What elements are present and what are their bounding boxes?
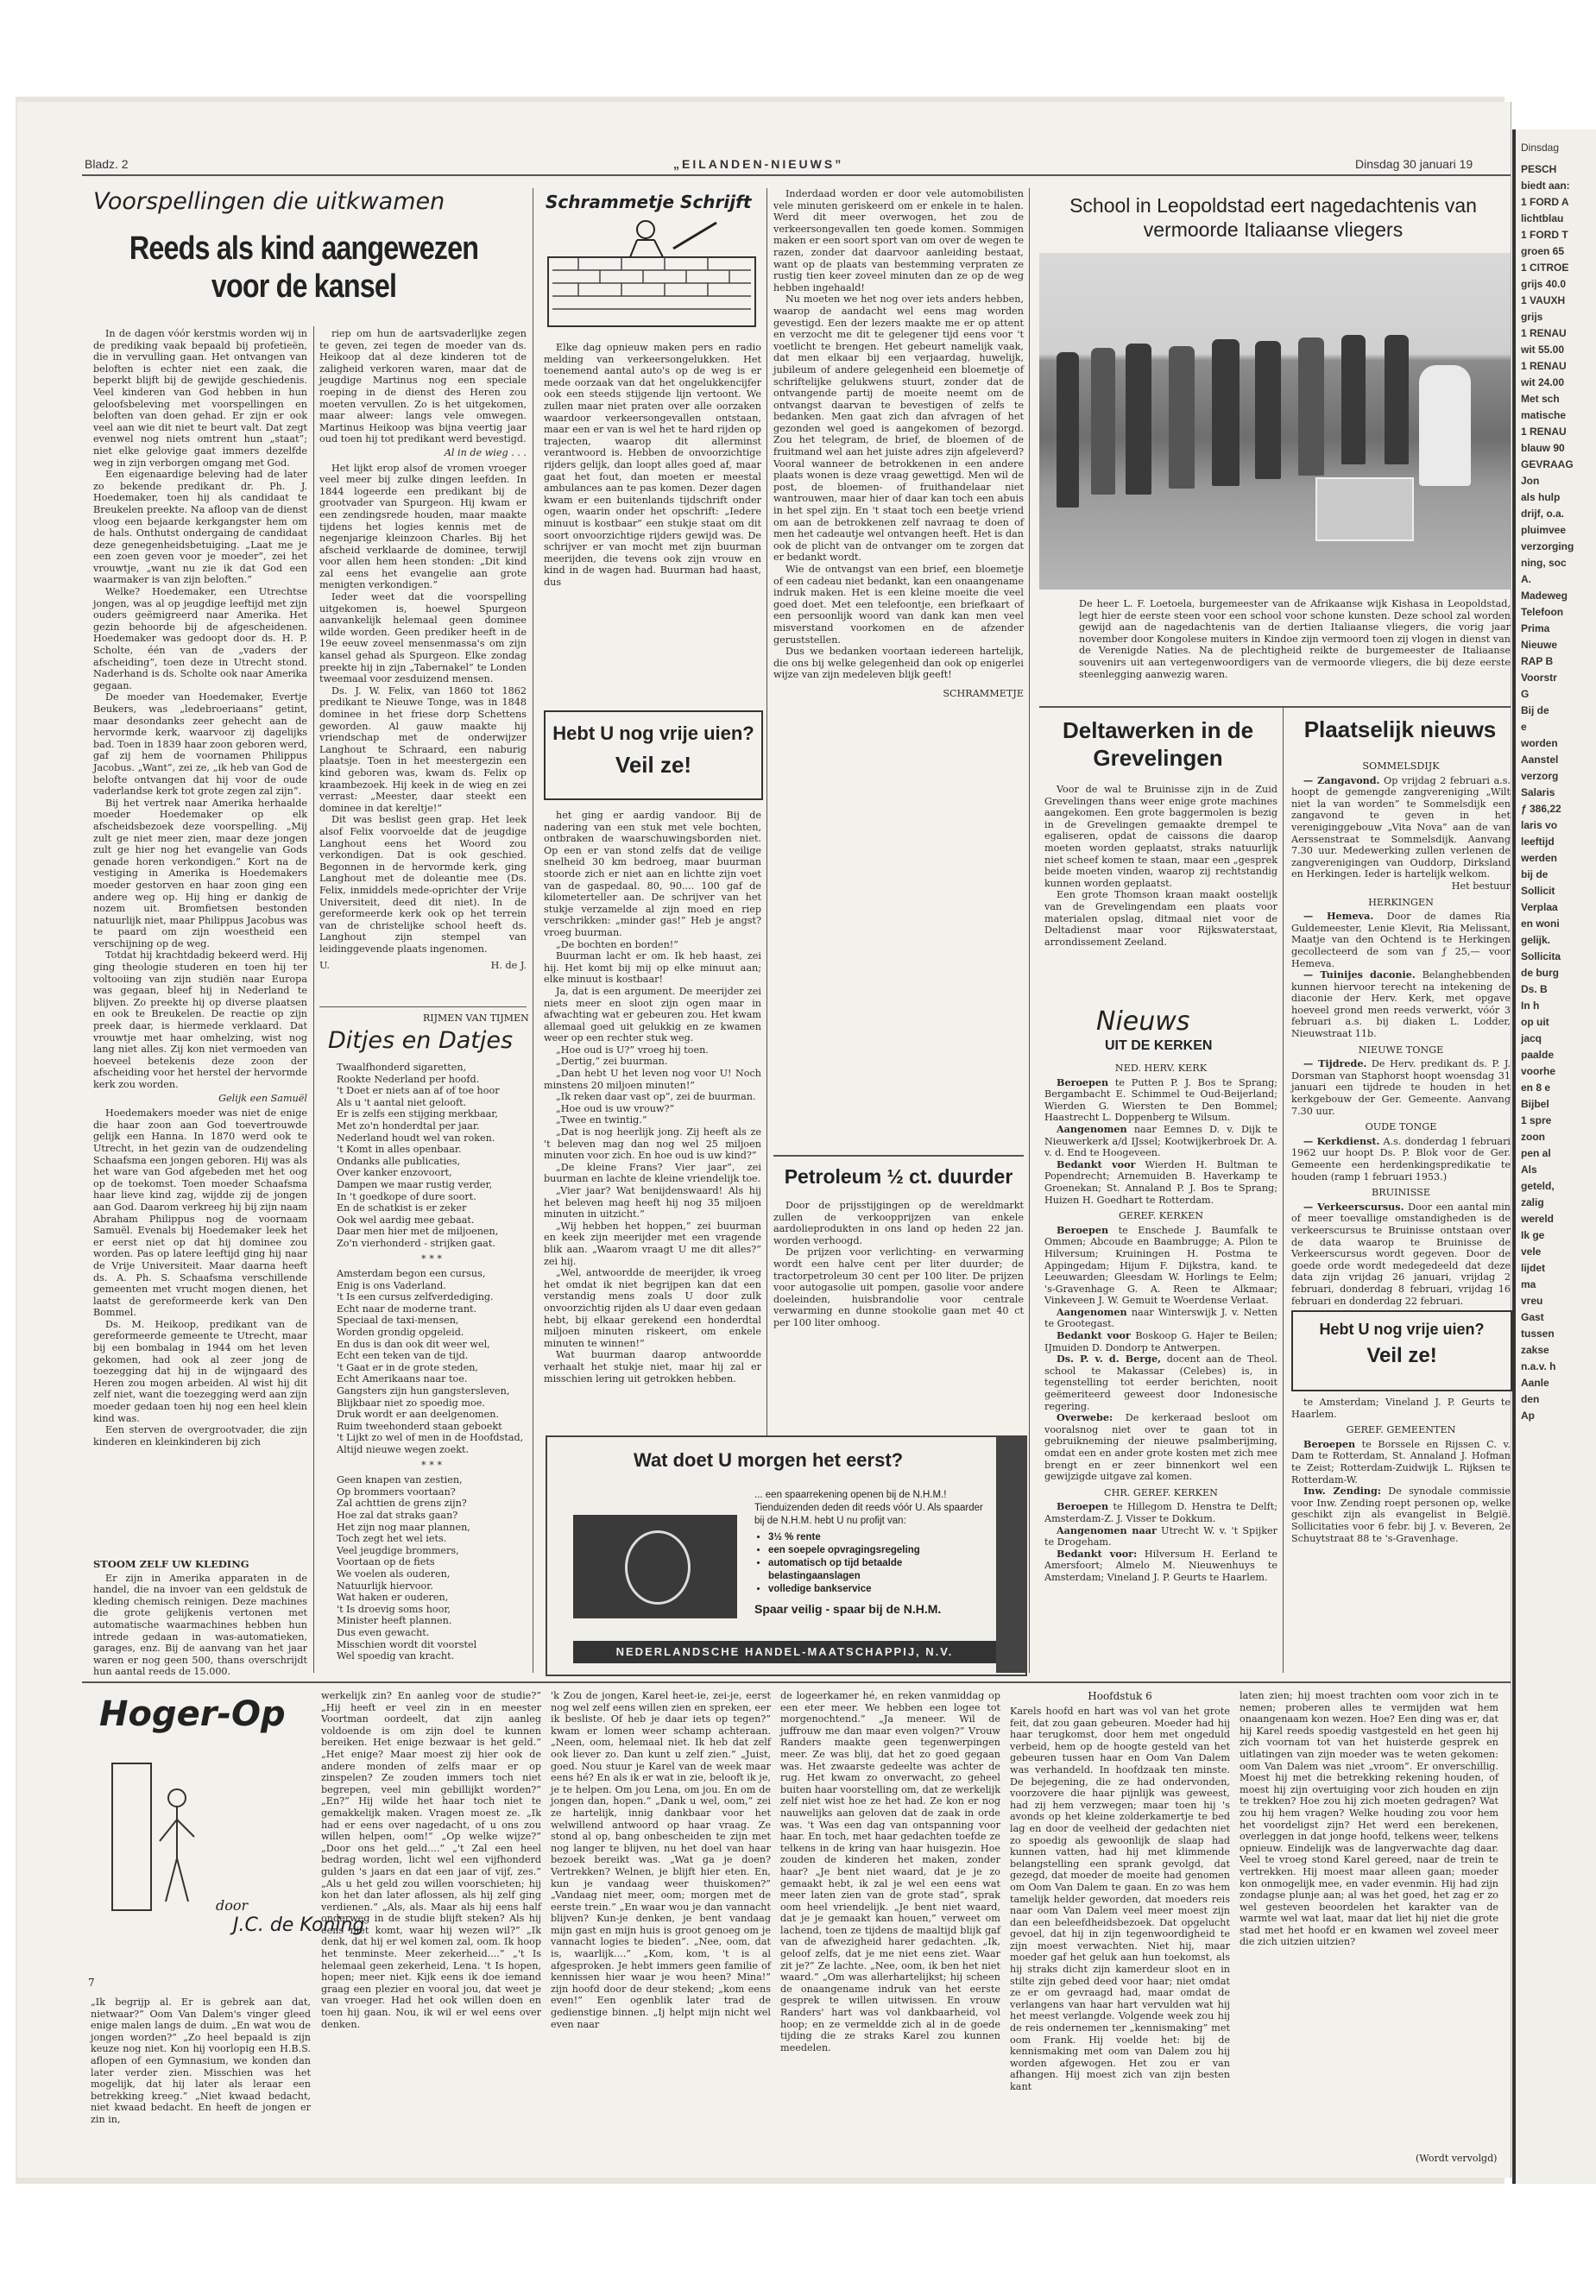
article1-paragraph: riep om hun de aartsvaderlijke zegen te geven, zei tegen de moeder van ds. Heikoop dat al deze kinderen tot de zaligheid verkoren waren, maar dat de jeugdige Martinus nog een speciale roeping in de dienst des Heren zou moeten vervullen. Zo is het uitgekomen, maar alweer: langs vele omwegen. Martinus Heikoop was bijna veertig jaar oud toen hij tot predikant werd bevestigd. (319, 328, 527, 445)
uien-box-2-line2: Veil ze! (1366, 1344, 1437, 1367)
kerken-item: Overwebe: De kerkeraad besloot om vooralsnog niet over te gaan tot in gebruikneming der nieuwe psalmberijming, omdat een en ander grote kosten met zich mee brengt en er zeer binnenkort wel een gewijzigde uitgave zal komen. (1044, 1411, 1277, 1483)
article1-paragraph: Bij het vertrek naar Amerika herhaalde moeder Hoedemaker op elk afscheidsbezoek deze voorspelling. „Mij zult ge niet meer zien, maar deze jongen zult ge hier nog het evangelie van Gods genade horen verkondigen.” Kort na de vestiging in Amerika is Hoedemakers moeder gestorven en haar zoon ging een andere weg op. Hij hing er dankig de nozem uit. Bromfietsen bestonden natuurlijk niet, maar Philippus Jacobus was te paard om zijn woestheid een verschijning op de weg. (93, 797, 307, 949)
poem-line: Altijd nieuwe wegen zoekt. (337, 1444, 470, 1455)
article1-col2 (319, 328, 527, 1001)
adjacent-page-line: 1 RENAU (1521, 327, 1567, 339)
adjacent-page-line: gelijk. (1521, 934, 1551, 946)
masthead: „EILANDEN-NIEUWS” (673, 157, 844, 171)
stoom-headline: STOOM ZELF UW KLEDING (93, 1558, 249, 1570)
petroleum-body (773, 1200, 1024, 1424)
col-rule (313, 326, 314, 1673)
schrammetje-paragraph: Wat buurman daarop antwoordde verhaalt het stukje niet, maar hij zal er misschien lering uit getrokken hebben. (544, 1349, 761, 1385)
delta-rule (1039, 706, 1511, 708)
adjacent-page-line: jacq (1521, 1032, 1542, 1044)
adjacent-page-line: pen al (1521, 1147, 1551, 1159)
adjacent-page-line: Bijbel (1521, 1098, 1549, 1110)
nhm-ad-headline: Wat doet U morgen het eerst? (634, 1449, 904, 1471)
delta-body (1044, 784, 1277, 1000)
plaatselijk-item: — Tuinijes daconie. Belanghebbenden kunnen hiervoor terecht na intekening de diaconie der Herv. Kerk, met opgave hoeveel grond men reeds verwerkt, vóór 3 februari a.s. bij diaken L. Lodder, Nieuwstraat 11b. (1291, 968, 1511, 1040)
poem-line: Ook wel aardig mee gebaat. (337, 1214, 475, 1226)
plaatselijk-section-head: OUDE TONGE (1365, 1121, 1437, 1133)
poem-line: Speciaal de taxi-mensen, (337, 1315, 459, 1327)
adjacent-page-line: Sollicit (1521, 885, 1555, 897)
header-rule (82, 174, 1511, 176)
adjacent-page-line: Salaris (1521, 786, 1555, 798)
article1-paragraph: Een eigenaardige beleving had de later zo bekende predikant dr. Ph. J. Hoedemaker, toen hij als candidaat te Breukelen preekte. Na afloop van de dienst vloog een bejaarde kerkgangster hem om de hals. Onthutst ondergaing de candidaat deze genegenheidsbetuiging. „Laat me je een zoen geven voor je moeder”, zei het vrouwtje, „want nu zie ik dat God een waarmaker is van zijn beloften.” (93, 469, 307, 586)
adjacent-page-line: In h (1521, 1000, 1540, 1012)
kerken-title-block: UIT DE KERKEN (1105, 1038, 1213, 1053)
poem-line: En de schatkist is er zeker (337, 1202, 467, 1214)
poem-line: We voelen als ouderen, (337, 1567, 451, 1580)
poem-line: Rookte Nederland per hoofd. (337, 1073, 480, 1085)
school-caption: De heer L. F. Loetoela, burgemeester van de Afrikaanse wijk Kishasa in Leopoldstad, legt hier de eerste steen voor een school voor schone kunsten. Deze school zal worden gewijd aan de nagedachtenis van de dertien Italiaanse vliegers, die vorig jaar november door Kongolese muiters in Kindoe zijn vermoord toen zij vlogen in dienst van de Verenigde Naties. Na de plechtigheid reikte de burgemeester de Italiaanse souvenirs uit aan vertegenwoordigers van de vermoorde vliegers, die bij deze eerste steenlegging aanwezig waren. (1079, 598, 1511, 680)
poem-line: 't Is droevig soms hoor, (337, 1603, 451, 1615)
poem-line: Veel jeugdige brommers, (337, 1544, 459, 1556)
poem-line: Worden grondig opgeleid. (337, 1327, 464, 1339)
article1-headline-line1: Reeds als kind aangewezen (129, 230, 479, 267)
uien-box-1-line2: Veil ze! (615, 752, 692, 778)
adjacent-page-header: Dinsdag (1521, 142, 1560, 154)
poem-line: Twaalfhonderd sigaretten, (337, 1062, 467, 1073)
poem-line: Ruim tweehonderd staan geboekt (337, 1420, 502, 1432)
uien-box-2 (1291, 1310, 1512, 1391)
poem-body: Twaalfhonderd sigaretten, Rookte Nederland per hoofd. 't Doet er niets aan af of toe hoor Als u 't aantal niet gelooft. Er is zelfs een stijging merkbaar, Met zo'n honderdtal per jaar. Nederland houdt wel van roken. 't Komt in alles openbaar. Ondanks alle publicaties, Over kanker enzovoort, Dampen we maar rustig verder, In 't goedkope of dure soort. En de schatkist is er zeker Ook wel aardig mee gebaat. Daar men hier met de miljoenen, Zo'n vierhonderd - strijken gaat. * * * Amsterdam begon een cursus, Enig is ons Vaderland. 't Is een cursus zelfverdediging. Echt naar de moderne trant. Speciaal de taxi-mensen, Worden grondig opgeleid. En dus is dan ook dit weer wel, Echt een teken van de tijd. 't Gaat er in de grote steden, Echt Amerikaans naar toe. Gangsters zijn hun gangstersleven, Blijkbaar niet zo spoedig moe. Druk wordt er aan deelgenomen. Ruim tweehonderd staan geboekt 't Lijkt zo wel of men in de Hoofdstad, Altijd nieuwe wegen zoekt. * * * Geen knapen van zestien, Op brommers voortaan? Zal achttien de grens zijn? Hoe zal dat straks gaan? Het zijn nog maar plannen, Toch zegt het wel iets. Veel jeugdige brommers, Voortaan op de fiets We voelen als ouderen, Natuurlijk hiervoor. Wat haken er ouderen, 't Is droevig soms hoor, Minister heeft plannen. Dus even gewacht. Misschien wordt dit voorstel Wel spoedig van kracht. (337, 1062, 527, 1675)
nhm-ad-intro: ... een spaarrekening openen bij de N.H.M.! Tienduizenden deden dit reeds vóór U. Als spaarder bij de N.H.M. hebt U nu profijt van: (754, 1490, 983, 1526)
adjacent-page-line: groen 65 (1521, 245, 1565, 257)
adjacent-page-line: worden (1521, 737, 1558, 749)
poem-line: Echt naar de moderne trant. (337, 1303, 477, 1315)
schrammetje-col-a (544, 342, 761, 704)
adjacent-page-line: vreu (1521, 1295, 1543, 1307)
adjacent-page-line: als hulp (1521, 491, 1561, 503)
kerken-item: Aangenomen naar Utrecht W. v. 't Spijker te Drogeham. (1044, 1523, 1277, 1549)
article1-headline (88, 230, 520, 306)
col-rule (1029, 188, 1030, 1673)
adjacent-page-line: Als (1521, 1164, 1537, 1176)
schrammetje-paragraph: Wie de ontvangst van een brief, een bloemetje of een cadeau niet bedankt, kan een onaangename indruk maken. Het is een kleine moeite die veel goed doet. Met een telefoontje, een briefkaart of een persoonlijk woord van dank kan men veel misverstand voorkomen en de afzender geruststellen. (773, 564, 1024, 646)
poem-line: Minister heeft plannen. (337, 1615, 452, 1627)
adjacent-page-line: verzorging (1521, 540, 1574, 552)
petroleum-rule (773, 1155, 1024, 1157)
adjacent-page-line: Sollicita (1521, 950, 1561, 962)
article1-paragraph: Welke? Hoedemaker, een Utrechtse jongen, was al op jeugdige leeftijd met zijn ouders geëmigreerd naar Amerika. Het gezin behoorde bij de afgescheidenen. Hoedemaker was gedoopt door ds. H. P. Scholte, één van de „vaders der afscheiding”, toen deze in Utrecht stond. Naderhand is ds. Scholte ook naar Amerika gegaan. (93, 586, 307, 691)
school-headline-line1: School in Leopoldstad eert nagedachtenis van (1069, 194, 1477, 217)
poem-line: Wat haken er ouderen, (337, 1592, 449, 1604)
schrammetje-paragraph: „Hoe oud is U?” vroeg hij toen. (556, 1044, 709, 1056)
nhm-ad-slogan: Spaar veilig - spaar bij de N.H.M. (754, 1602, 942, 1616)
adjacent-page-line: GEVRAAG (1521, 458, 1574, 470)
schrammetje-paragraph: „Twee en twintig.” (556, 1114, 647, 1126)
article1-kicker: Voorspellingen die uitkwamen (93, 188, 445, 215)
schrammetje-paragraph: Dus we bedanken voortaan iedereen hartelijk, die ons bij welke gelegenheid dan ook op enigerlei wijze van zijn medeleven blijk geeft! (773, 646, 1024, 681)
schrammetje-paragraph: Buurman lacht er om. Ik heb haast, zei hij. Het komt bij mij op elke minuut aan; elke minuut is kostbaar! (544, 950, 761, 986)
adjacent-page-line: voorhe (1521, 1065, 1556, 1077)
feuilleton-author: J.C. de Koning (233, 1914, 365, 1936)
adjacent-page-line: en woni (1521, 918, 1560, 930)
poem-stanza-1 (337, 1062, 527, 1250)
issue-date: Dinsdag 30 januari 19 (1355, 157, 1473, 171)
poem-line: Druk wordt er aan deelgenomen. (337, 1409, 500, 1421)
schrammetje-paragraph: „De kleine Frans? Vier jaar”, zei buurman en lachte de kleine vriendelijk toe. (544, 1161, 761, 1185)
schrammetje-sign: SCHRAMMETJE (943, 687, 1024, 699)
adjacent-page-line: grijs 40.0 (1521, 278, 1567, 290)
kerken-section-head: CHR. GEREF. KERKEN (1104, 1486, 1218, 1498)
adjacent-page-line: Nieuwe (1521, 639, 1558, 651)
article1-col1b-paras (93, 1107, 307, 1448)
delta-headline (1039, 716, 1277, 772)
nhm-ad-bullet: • volledige bankservice (768, 1583, 987, 1596)
adjacent-page-line: RAP B (1521, 655, 1554, 667)
schrammetje-paragraph: „Dat is nog heerlijk jong. Zij heeft als ze 't beleven mag dan nog wel 25 miljoen minuten voor zich. En hoe oud is uw kind?” (544, 1126, 761, 1162)
schrammetje-paragraph: het ging er aardig vandoor. Bij de nadering van een stuk met vele bochten, ontbraken de waarschuwingsborden niet. Op een er van stond zelfs dat de veilige snelheid 30 km bedroeg, maar buurman stoorde zich er niet aan en lichtte zijn voet van de gaspedaal. 80, 90.... 100 gaf de kilometerteller aan. De schrijver van het stukje verzamelde al zijn moed en riep verschrikken: „minder gas!” Heb je angst? vroeg buurman. (544, 810, 761, 938)
adjacent-page-line: de burg (1521, 967, 1559, 979)
adjacent-page-line: laris vo (1521, 819, 1558, 831)
uien-box-1-line1: Hebt U nog vrije uien? (552, 722, 754, 744)
plaatselijk-item: — Zangavond. Op vrijdag 2 februari a.s. hoopt de gemengde zangvereniging „Wilt niet la van worden” te Sommelsdijk een zangavond te geven in het vereniginggebouw „Vita Nova” aan de van Aerssenstraat te Sommelsdijk. Aanvang 7.30 uur. Medewerking zullen verlenen de zangverenigingen van Ouddorp, Dirksland en Herkingen. Ieder is hartelijk welkom. (1291, 773, 1511, 880)
plaatselijk-body (1291, 756, 1511, 1307)
adjacent-page-line: Verplaa (1521, 901, 1558, 913)
adjacent-page-line: Met sch (1521, 393, 1560, 405)
nhm-ad-text (754, 1489, 987, 1616)
kerken-item: Beroepen te Putten P. J. Bos te Sprang; Bergambacht E. Schimmel te Oud-Beijerland; Wierden G. Wiersten te Den Bommel; Haastrecht L. Doppenberg te Wilsum. (1044, 1075, 1277, 1124)
page-label: Bladz. 2 (85, 157, 129, 171)
schrammetje-paragraph: „Wel, antwoordde de meerijder, ik vroeg het omdat ik niet begrijpen kan dat een verstandig mens zoals U door zulk onvoorzichtig rijden als U daar even gedaan hebt, bij elkaar gerekend een honderdtal miljoen minuten riskeert, om enkele minuten te winnen!” (544, 1267, 761, 1349)
adjacent-page-line: n.a.v. h (1521, 1360, 1556, 1372)
uien-box-2-line1: Hebt U nog vrije uien? (1319, 1321, 1485, 1338)
adjacent-page-line: 1 FORD A (1521, 196, 1569, 208)
adjacent-page-line: ma (1521, 1278, 1536, 1290)
feuilleton-col2: werkelijk zin? En aanleg voor de studie?” „Hij heeft er veel zin in en meester Voortman oordeelt, dat zijn aanleg voldoende is om zijn doel te kunnen bereiken. Het enige bezwaar is het geld.” „Het enige? Maar moest zij hier ook de andere monden of zelfs maar er op zinspelen? Ze zouden immers toch niet begrepen, veel min gebillijkt worden?” „En?” Hij wilde het haar toch niet te gemakkelijk maken. Vragen moest ze. „Ik had er eens over nagedacht, of u ons zou willen helpen, oom!” „Op welke wijze?” „Door ons het geld....” „'t Zal een heel bedrag worden, licht wel een vijfhonderd gulden 's jaars en dat een jaar of vijf, zes.” „Als u het geld zou willen voorschieten; hij kon het dan later aflossen, als hij zelf ging verdienen.” „Als, als. Maar als hij eens half onderweg in de studie blijft steken? Als hij eens niet komt, waar hij wezen wil?” „Ik denk, dat hij er wel komen zal, oom. Ik hoop het tenminste. Meer zekerheid....” „'t Is helemaal geen zekerheid, Lena. 't Is hopen, hopen; meer niet. Kijk eens ik doe iemand graag een plezier en vooral jou, dat weet je van vroeger. Had het ook willen doen en toen hij gaan. Nou, ik wil er wel eens over denken. (321, 1690, 541, 2030)
nhm-ad-side-bar (996, 1437, 1025, 1673)
poem-line: Toch zegt het wel iets. (337, 1533, 447, 1545)
feuilleton-chapter: Hoofdstuk 6 (1088, 1690, 1152, 1702)
feuilleton-col4: de logeerkamer hé, en reken vanmiddag op een eter meer. We hebben een logee tot morgenochtend.” „Ja meneer. Wil de juffrouw me dan maar even volgen?” Vrouw Randers maakte geen tegenwerpingen meer. Ze was blij, dat het zo goed gegaan was. Het zwaarste gedeelte was achter de rug. Het kwam zo onverwacht, zo geheel buiten haar voorstelling om, dat ze werkelijk zelf niet wist hoe ze het had. Ze kon er nog nauwelijks aan geloven dat de zaak in orde was. 't Was een dag van ontspanning voor haar. En toch, met haar gedachten toefde ze telkens in de kring van haar huisgezin. Hoe zouden de kinderen het maken, zonder haar? „Je bent niet waard, dat je je zo gemaakt hebt, ik zal je wel een eens wat meer laten zien van de grote stad”, sprak oom heel vriendelijk. „Je bent niet waard, dat je je gemaakt kan houen,” verweet om lachend, toen ze tijdens de maaltijd blijk gaf van de afwezigheid harer gedachten. „Ik, geloof zelfs, dat je me niet eens ziet. Waar zit je?” Ze lachte. „Nee, oom, ik ben het niet waard.” „Om was allerhartelijkst; hij scheen de onaangename indruk van het eerste gesprek te willen uitwissen. En vrouw Randers' hart was vol dankbaarheid, vol hoop; en ze vermeldde zich al in de goede tijding die ze straks Karel zou kunnen meedelen. (780, 1690, 1000, 2053)
plaatselijk-item: — Kerkdienst. A.s. donderdag 1 februari 1962 uur hoopt Ds. P. Blok voor de Ger. Gemeente een herdenkingspredikatie te houden (ramp 1 februari 1953.) (1291, 1134, 1511, 1183)
adjacent-page-strip (1512, 129, 1596, 2184)
article1-paragraph: In de dagen vóór kerstmis worden wij in de prediking vaak bepaald bij profetieën, die in vervulling gaan. Het ontvangen van beloften is echter niet een zaak, die beperkt blijft bij de gewijde geschiedenis. Veel kinderen van God hebben in hun geloofsbeleving met voorspellingen en beloften van doen gehad. Er zijn er ook veel aan wie dit niet te beurt valt. Dat zegt evenwel nog niets omtrent hun „staat”; niet elke gelovige gaat immers dezelfde weg in zijn verborgen omgang met God. (93, 328, 307, 469)
poem-line: Op brommers voortaan? (337, 1485, 456, 1498)
kerken-item: Bedankt voor Wierden H. Bultman te Popendrecht; Arnemuiden B. Haverkamp te Groenekan; St. Annaland P. J. Bos te Sprang; Huizen H. Goedhart te Rotterdam. (1044, 1157, 1277, 1206)
nhm-ad-bullet: • een soepele opvragingsregeling (768, 1544, 987, 1557)
poem-line: Dampen we maar rustig verder, (337, 1178, 493, 1190)
uien-box-1 (544, 710, 763, 800)
kerken-section-head: NED. HERV. KERK (1114, 1063, 1208, 1074)
byline-u: U. (319, 960, 330, 972)
petroleum-paragraph: Door de prijsstijgingen op de wereldmarkt zullen de verkoopprijzen van enkele aardolieprodukten in ons land op heden 22 jan. worden verhoogd. (773, 1200, 1024, 1246)
poem-line: Als u 't aantal niet gelooft. (337, 1096, 467, 1108)
adjacent-page-line: pluimvee (1521, 524, 1567, 536)
adjacent-page-line: lijdet (1521, 1262, 1546, 1274)
adjacent-page-line: lichtblau (1521, 212, 1564, 224)
feuilleton-col6: laten zien; hij moest trachten oom voor zich in te nemen; proberen alles te vermijden wat hem onaangenaam kon wezen. Hoe? Een ding was er, dat hij Karel reeds spoedig vastgesteld en het geen hij zich voornam tot van het huisterde gesprek en uitlatingen van zijn moeder was te weten gekomen: oom Van Dalem was niet „vroom”. Er onverschillig. Moest hij met die betrekking rekening houden, of moest hij zijn overtuiging voor zich houden en zijn te trekken? Hoe zou hij zich moeten gedragen? Wat zou hij hem vragen? Welke houding zou voor hem het voordeligst zijn? Het werd een berekenen, overleggen in dat jonge hoofd, telkens weer, telkens opnieuw. Eindelijk was de langverwachte dag daar. Veel te vroeg stond Karel gereed, naar de trein te vertrekken. Hij moest maar alleen gaan; moeder kon onmogelijk mee, en vader evenmin. Hij had zijn zondagse plunje aan; al was het goed, het zag er zo wel gesteven beoordelen het karakter van de warmte wel wat laat, maar dat liet hij niet die grote stad met het hoofd er en kwamen wel zoveel meer die zich uitzien uitzien? (1240, 1690, 1498, 1948)
feuilleton-rule (82, 1681, 1511, 1683)
adjacent-page-line: op uit (1521, 1016, 1549, 1028)
adjacent-page-line: matische (1521, 409, 1567, 421)
nhm-ad-bullets (754, 1531, 987, 1596)
adjacent-page-line: wit 24.00 (1521, 376, 1565, 388)
kerken-item: Beroepen te Enschede J. Baumfalk te Ommen; Abcoude en Baambrugge; A. Pilon te Hilversum; Kruiningen H. Postma te Appingedam; Hijum F. Dijkstra, kand. te Leeuwarden; Gleesdam W. Horlings te Eelm; 's-Gravenhage G. A. Reen te Alkmaar; Vinkeveen J. W. Gemuit te Woerdense Verlaat. (1044, 1223, 1277, 1307)
schrammetje-col-c (773, 188, 1024, 1138)
article1-col2b-paras (319, 463, 527, 956)
article1-paragraph: Het lijkt erop alsof de vromen vroeger veel meer bij zulke dingen leefden. In 1844 logeerde een predikant bij de grootvader van Spurgeon. Hij kwam er een zendingsrede houden, maar maakte tijdens het logies kennis met de negenjarige kleinzoon Charles. Bij het afscheid verklaarde de dominee, terwijl voor allen hem heen stonden: „Dit kind zal eens het evangelie aan grote menigten verkondigen.” (319, 462, 527, 591)
poem-line: Echt een teken van de tijd. (337, 1350, 469, 1362)
plaatselijk-signoff: Het bestuur (1451, 880, 1511, 892)
poem-line: In 't goedkope of dure soort. (337, 1190, 476, 1202)
feuilleton-col1: „Ik begrijp al. Er is gebrek aan dat, nietwaar?” Oom Van Dalem's vinger gleed enige malen langs de duim. „En wat wou de jongen worden?” „Zo heel bepaald is zijn keuze nog niet. Kon hij voorlopig een H.B.S. aflopen of een Gymnasium, we konden dan later verder zien. Misschien was het mogelijk, dat hij later als leraar een betrekking kreeg.” „Niet kwaad bedacht, niet kwaad bedacht. En heeft de jongen er zin in, (91, 1996, 311, 2125)
adjacent-page-line: geteld, (1521, 1180, 1555, 1192)
poem-line: Hoe zal dat straks gaan? (337, 1509, 458, 1521)
poem-line: Misschien wordt dit voorstel (337, 1638, 477, 1650)
adjacent-page-line: wit 55.00 (1521, 344, 1565, 356)
delta-headline-line1: Deltawerken in de (1062, 717, 1254, 743)
adjacent-page-line: grijs (1521, 311, 1543, 323)
adjacent-page-line: leeftijd (1521, 836, 1555, 848)
adjacent-page-line: A. (1521, 573, 1531, 585)
poem-stanza-3 (337, 1474, 527, 1662)
nhm-ad-bullet: • 3½ % rente (768, 1531, 987, 1544)
feuilleton-col5: Karels hoofd en hart was vol van het grote feit, dat zou gaan gebeuren. Moeder had hij haar terugkomst, door hem met ongeduld verbeid, hem op de hoogte gesteld van het gebeuren tussen haar en Oom Van Dalem was verhandeld. In hoofdzaak ten minste. De bejegening, die ze had ondervonden, voorzovere die haar pijnlijk was geweest, had zij hem verzwegen; maar toen hij 's avonds op het kleine zolderkamertje te bed lag en door de veelheid der gedachten niet zo spoedig als gewoonlijk de slaap had kunnen vatten, had hij met klimmende belangstelling een sprank gevolgd, dat gezegd, dat moeder de moeite had genomen om Oom Van Dalem te gaan. En zo was hem tamelijk helder geworden, dat moeders reis naar oom Van Dalem veel meer moest zijn dan een beleefdheidsbezoek. Dat opgelucht gevoel, dat hij in zijn tegenwoordigheid te zijn moest verwachten. Niet hij, maar moeder gaf het geluk aan hun toekomst, als hij straks dicht zijn kamerdeur sloot en in stilte zijn gebed deed voor haar; niet omdat ze er om gevraagd had, maar omdat de verlangens van haar hart vervulden wat hij het meest verlangde. Volgende week zou hij de reis ondernemen ter „kennismaking” met oom Frank. Hij voelde het: bij de kennismaking met oom van Dalem zou hij worden afgewogen. Het zou er van afhangen. Hij moest zich van zijn besten kant (1010, 1706, 1230, 2092)
adjacent-page-line: 1 RENAU (1521, 360, 1567, 372)
article1-col1 (93, 328, 307, 1545)
poem-line: Zal achttien de grens zijn? (337, 1498, 467, 1510)
article1-paragraph: Ieder weet dat die voorspelling uitgekomen is, hoewel Spurgeon aanvankelijk helemaal geen dominee wilde worden. Geen prediker heeft in de 19e eeuw zoveel mensenmassa's om zijn kansel gehad als Spurgeon. Elke zondag preekte hij in zijn „Tabernakel” te Londen tweemaal voor zesduizend mensen. (319, 591, 527, 685)
article1-paragraph: Hoedemakers moeder was niet de enige die haar zoon aan God toevertrouwde gelijk een Hanna. In 1870 werd ook te Utrecht, in het gezin van de oudzendeling Schaafsma een jongen geboren. Hij was als het ware van God afgebeden met het oog op de toekomst. Toen moeder Schaafsma haar lieve kind zag, wijdde zij de jongen aan God. Daarom verkreeg hij bij zijn naam Abraham Philippus nog de voornaam Samuël. Evenals bij Hoedemaker leek het er eerst niet op dat hij dominee zou worden. Pas op latere leeftijd ging hij naar de Vrije Universiteit. Maar daarna heeft ds. A. Ph. S. Schaafsma verschillende gemeenten met vrucht mogen dienen, het laatst de gereformeerde kerk van Den Bommel. (93, 1107, 307, 1319)
adjacent-page-line: Jon (1521, 475, 1540, 487)
poem-line: Het zijn nog maar plannen, (337, 1521, 470, 1533)
delta-paragraph: Een grote Thomson kraan maakt oostelijk van de Grevelingendam een plaats voor materialen opslag, ditmaal niet voor de Deltadienst maar voor Rijkswaterstaat, arrondissement Zeeland. (1044, 889, 1277, 948)
adjacent-page-line: Ap (1521, 1410, 1535, 1422)
schrammetje-paragraph: „Ik reken daar vast op”, zei de buurman. (556, 1091, 756, 1103)
article1-col1-paras (93, 328, 307, 1091)
adjacent-page-lines (1516, 156, 1596, 1429)
adjacent-page-line: Aanstel (1521, 754, 1559, 766)
adjacent-page-line: 1 VAUXH (1521, 294, 1566, 306)
adjacent-page-line: e (1521, 721, 1527, 733)
nhm-ad-bullet: • automatisch op tijd betaalde belastingaanslagen (768, 1557, 987, 1583)
poem-line: Er is zelfs een stijging merkbaar, (337, 1108, 498, 1120)
article1-paragraph: Totdat hij krachtdadig bekeerd werd. Hij ging theologie studeren en toen hij ter voltooiing van zijn studiën naar Europa was gegaan, bleef hij in Nederland te blijven. Zo preekte hij op diverse plaatsen en ook te Breukelen. De reactie op zijn preek daar, is hiermede verklaard. Dat vrouwtje met haar omhelzing, wist nog lang niet alles. Zij kon niet vermoeden van hoeveel betekenis deze zoon der afscheiding voor het herstel der hervormde kerk zou worden. (93, 949, 307, 1090)
adjacent-page-line: blauw 90 (1521, 442, 1565, 454)
schrammetje-banner: Schrammetje Schrijft (546, 192, 752, 212)
kerken-item: Bedankt voor Boskoop G. Hajer te Beilen; IJmuiden D. Dondorp te Antwerpen. (1044, 1329, 1277, 1353)
plaatselijk-headline: Plaatselijk nieuws (1303, 716, 1497, 742)
adjacent-page-line: 1 RENAU (1521, 426, 1567, 438)
poem-line: Ondanks alle publicaties, (337, 1155, 461, 1167)
poem-line: 't Komt in alles openbaar. (337, 1144, 462, 1156)
foundation-stone (1315, 477, 1414, 541)
article1-paragraph: Dit was beslist geen grap. Het leek alsof Felix voorvoelde dat de jeugdige Langhout eens het Woord zou verkondigen. Dat is ook geschied. Begonnen in de hervormde kerk, ging Langhout met de doleantie mee (Ds. Felix, inmiddels mede-oprichter der Vrije Universiteit, deed dit niet). In de gereformeerde kerk ook op het terrein van de christelijke school heeft ds. Langhout zijn stempel van leidinggevende plaats ingenomen. (319, 814, 527, 955)
feuilleton-by: door (216, 1897, 249, 1914)
adjacent-page-line: werden (1521, 852, 1558, 864)
article1-paragraph: Ds. M. Heikoop, predikant van de gereformeerde gemeente te Utrecht, maar bij een bombalag in 1944 om het leven gekomen, had ook al zeer jong de toezegging dat hij in de wijngaard des Heren zou mogen arbeiden. Al wist hij dit zelf niet, want die toezegging werd aan zijn moeder gedaan toen hij nog een heel klein kind was. (93, 1318, 307, 1424)
adjacent-page-line: Telefoon (1521, 606, 1564, 618)
feuilleton-illustration (104, 1746, 207, 1919)
plaatselijk-item: — Hemeva. Door de dames Ria Guldemeester, Lenie Klevit, Ria Melissant, Maatje van den Ochtend is te Herkingen gecollecteerd de som van ƒ 25,— voor Hemeva. (1291, 910, 1511, 969)
schrammetje-paragraph: Nu moeten we het nog over iets anders hebben, waarop de aandacht wel eens mag worden gevestigd. Een der lezers maakte me er op attent en verzocht me dit te gelegener tijd eens voor 't voetlicht te brengen. Het gebeurt namelijk vaak, dat men elkaar bij een verjaardag, huwelijk, jubileum of andere gelegenheid een bloemetje of schriftelijke gelukwens stuurt, zonder dat de ontvangende partij de moeite neemt om de ontvangst daarvan te bevestigen of zelfs te bedanken. Men gaat zich dan afvragen of het gezonden wel goed is aangekomen of bezorgd. Zou het telegram, de brief, de bloemen of de fruitmand wel aan het juiste adres zijn afgeleverd? Vooral wanneer de betrokkenen in een andere plaats wonen is deze vraag gewettigd. Men wil de post, de bloemen- of fruithandelaar niet wantrouwen, maar hier of daar kan toch een abuis in het spel zijn. En 't staat toch een beetje vriend om aan de betrokkenen zelf navraag te doen of men het cadeautje wel ontvangen heeft. Het is dan ook de plicht van de ontvanger om te zorgen dat er bedankt wordt. (773, 293, 1024, 564)
kerken-item: Aangenomen naar Eemnes D. v. Dijk te Nieuwerkerk a/d IJssel; Kootwijkerbroek Dr. A. v. d. End te Hoogeveen. (1044, 1122, 1277, 1159)
poem-line: 't Is een cursus zelfverdediging. (337, 1291, 494, 1303)
poem-line: Gangsters zijn hun gangstersleven, (337, 1385, 510, 1397)
adjacent-page-line: ƒ 386,22 (1521, 803, 1561, 815)
school-headline (1036, 193, 1511, 242)
adjacent-page-line: drijf, o.a. (1521, 508, 1565, 520)
poem-title: Ditjes en Datjes (328, 1027, 514, 1054)
kerken-body (1044, 1058, 1277, 1671)
feuilleton-continued: (Wordt vervolgd) (1416, 2153, 1498, 2164)
adjacent-page-line: Madeweg (1521, 590, 1568, 602)
adjacent-page-line: Gast (1521, 1311, 1544, 1323)
adjacent-page-line: 1 CITROE (1521, 262, 1569, 274)
article1-subhead-samuel: Gelijk een Samuël (218, 1092, 307, 1104)
poem-line: En dus is dan ook dit weer wel, (337, 1338, 490, 1350)
poem-line: Natuurlijk hiervoor. (337, 1580, 433, 1592)
kerken-item: Aangenomen naar Winterswijk J. v. Netten te Grootegast. (1044, 1305, 1277, 1330)
adjacent-page-line: 1 spre (1521, 1114, 1552, 1126)
kerken-section-head: GEREF. KERKEN (1118, 1210, 1204, 1222)
plaatselijk-item: — Verkeerscursus. Door een aantal min of meer toevallige omstandigheden is de verkeerscursus te Bruinisse ontstaan over de data waarop te Bruinisse de Verkeerscursus wordt gegeven. Door de goede orde wordt medegedeeld dat deze data zijn vrijdag 26 januari, vrijdag 2 februari, donderdag 8 februari, vrijdag 16 februari en donderdag 22 februari. (1291, 1200, 1511, 1307)
article1-byline (319, 960, 527, 972)
kerken-title-script: Nieuws (1096, 1006, 1190, 1037)
nhm-emblem-icon (625, 1530, 691, 1605)
article1-paragraph: Een sterven de overgrootvader, die zijn kinderen en kleinkinderen bij zich (93, 1424, 307, 1448)
schrammetje-paragraph: „Dan hebt U het leven nog voor U! Noch minstens 20 miljoen minuten!” (544, 1068, 761, 1091)
plaatselijk-section-head: BRUINISSE (1372, 1187, 1430, 1199)
kerken-item: Bedankt voor: Hilversum H. Eerland te Amersfoort; Almelo M. Nieuwenhuys te Amsterdam; Vineland J. P. Geurts te Haarlem. (1044, 1547, 1277, 1583)
poem-line: Met zo'n honderdtal per jaar. (337, 1120, 480, 1132)
byline-h: H. de J. (490, 960, 527, 972)
adjacent-page-line: Voorstr (1521, 672, 1557, 684)
schrammetje-paragraph: „Wij hebben het hoppen,” zei buurman en keek zijn meerijder met een vragende blik aan. „Waarom vraagt U me dit alles?” zei hij. (544, 1220, 761, 1267)
feuilleton-number: 7 (88, 1977, 95, 1989)
school-photo (1039, 253, 1511, 590)
adjacent-page-line: ning, soc (1521, 557, 1567, 569)
poem-line: Echt Amerikaans naar toe. (337, 1373, 468, 1385)
kerken-item: Beroepen te Hillegom D. Henstra te Delft; Amsterdam-Z. J. Visser te Dokkum. (1044, 1500, 1277, 1524)
col-rule (1283, 706, 1284, 1673)
poem-line: Zo'n vierhonderd - strijken gaat. (337, 1237, 495, 1249)
adjacent-page-line: vele (1521, 1246, 1542, 1258)
delta-paragraph: Voor de wal te Bruinisse zijn in de Zuid Grevelingen thans weer enige grote machines aangekomen. Een grote baggermolen is bezig in de Grevelingen gemaakte drempel te egaliseren, opdat de caissons die daarop moeten worden geplaatst, straks natuurlijk niet scheef komen te staan, maar een „gesprek beide moeten vinden, waarop zij rechtstandig kunnen worden geplaatst. (1044, 784, 1277, 889)
article1-paragraph: De moeder van Hoedemaker, Evertje Beukers, was „ledebroeriaans” getint, maar desondanks zeer gehecht aan de hervormde kerk, waarvoor zij dagelijks bad. Toen in 1839 haar zoon geboren werd, gaf zij hem de voornamen Philippus Jacobus. „Want”, zei ze, „ik heb van God de belofte ontvangen dat hij voor de oude vaderlandse kerk tot grote zegen zal zijn”. (93, 691, 307, 798)
schrammetje-col-b (544, 810, 761, 1385)
adjacent-page-line: tussen (1521, 1328, 1555, 1340)
nhm-ad-company-bar: NEDERLANDSCHE HANDEL-MAATSCHAPPIJ, N.V. (573, 1641, 996, 1663)
adjacent-page-line: Aanle (1521, 1377, 1549, 1389)
poem-line: Nederland houdt wel van roken. (337, 1132, 495, 1144)
kerken-item: Ds. P. v. d. Berge, docent aan de Theol. school te Makassar (Celebes) is, in tegenstelling tot eerder berichten, nooit geëmeriteerd geweest door Indonesische regering. (1044, 1353, 1277, 1412)
schrammetje-paragraph: Elke dag opnieuw maken pers en radio melding van verkeersongelukken. Het toenemend aantal auto's op de weg is er mede oorzaak van dat het ongelukkencijfer ook een steeds stijgende lijn vertoont. We zullen maar niet praten over alle oorzaken waardoor verkeersongevallen ontstaan, maar een er van is wel het te hard rijden op trajecten, waarop dit allerminst verantwoord is. Hebben de onvoorzichtige rijders gelijk, dan loopt alles goed af, maar gaat het fout, dan moeten er meestal ambulances aan te pas komen. Dezer dagen kwam er een buitenlands tijdschrift onder ogen, waarin onder het opschrift: „Iedere minuut is kostbaar” een stukje staat om dit soort onvoorzichtige rijders gewijd was. De schrijver er van mocht met zijn buurman meerijden, die tevens ook zijn vrouw en kind in de wagen had. Buurman had haast, dus (544, 342, 761, 588)
adjacent-page-line: wereld (1521, 1213, 1555, 1225)
adjacent-page-line: bij de (1521, 868, 1549, 880)
poem-line: Dus even gewacht. (337, 1626, 430, 1638)
adjacent-page-line: PESCH (1521, 163, 1557, 175)
stoom-paragraph: Er zijn in Amerika apparaten in de handel, die na invoer van een geldstuk de kleding chemisch reinigen. Deze machines die grote gelijkenis vertonen met automatische waarmachines hebben hun intrede gedaan in was-automatieken, garages, enz. Bij de aanvang van het jaar waren er nog geen 500, thans overschrijdt hun aantal reeds de 15.000. (93, 1572, 307, 1678)
adjacent-page-line: zakse (1521, 1344, 1549, 1356)
poem-line: Voortaan op de fiets (337, 1556, 435, 1568)
poem-line: Over kanker enzovoort, (337, 1167, 452, 1179)
poem-rule (319, 1006, 527, 1007)
plaatselijk-section-head: HERKINGEN (1368, 896, 1434, 908)
adjacent-page-line: zoon (1521, 1131, 1545, 1143)
poem-line: Wel spoedig van kracht. (337, 1650, 455, 1662)
schrammetje-paragraph: Ja, dat is een argument. De meerijder zei niets meer en sloot zijn ogen maar in afwachting wat er gebeuren zou. Het kwam allemaal goed uit gelukkig en ze kwamen weer op een rechter stuk weg. (544, 985, 761, 1044)
feuilleton-title: Hoger-Op (99, 1694, 286, 1734)
adjacent-page-line: 1 FORD T (1521, 229, 1568, 241)
schrammetje-paragraph: „Hoe oud is uw vrouw?” (556, 1102, 675, 1114)
adjacent-page-line: biedt aan: (1521, 180, 1570, 192)
poem-line: Daar men hier met de miljoenen, (337, 1226, 499, 1238)
plaatselijk-tail-item: te Amsterdam; Vineland J. P. Geurts te Haarlem. (1291, 1397, 1511, 1420)
delta-headline-line2: Grevelingen (1093, 745, 1223, 771)
article1-paragraph: Ds. J. W. Felix, van 1860 tot 1862 predikant te Nieuwe Tonge, was in 1848 dominee in het friese dorp Schettens geworden. Al gauw maakte hij vriendschap met de onderwijzer Langhout te Schraard, een naburig plaatsje. Toen in het meestergezin een kind geboren was, kwam ds. Felix op kraambezoek. Hij keek in de wieg en zei verrast: „Meester, daar steekt een dominee in dat kereltje!” (319, 684, 527, 814)
adjacent-page-line: en 8 e (1521, 1082, 1551, 1094)
poem-line: Geen knapen van zestien, (337, 1474, 463, 1486)
nhm-advertisement (546, 1435, 1027, 1676)
adjacent-page-line: Ds. B (1521, 983, 1548, 995)
adjacent-page-line: G (1521, 688, 1530, 700)
plaatselijk-tail-item: Inw. Zending: De synodale commissie voor Inw. Zending roept personen op, welke geschikt zijn als evangelist in België. Sollicitaties voor 6 febr. bij J. v. Beveren, 2e Schuytstraat 88 te 's-Gravenhage. (1291, 1485, 1511, 1544)
poem-line: Amsterdam begon een cursus, (337, 1268, 486, 1280)
stoom-article (93, 1554, 307, 1678)
poem-line: 't Gaat er in de grote steden, (337, 1361, 478, 1373)
plaatselijk-item: — Tijdrede. De Herv. predikant ds. P. J. Dorsman van Staphorst hoopt woensdag 31 januari een tijdrede te houden in het kerkgebouw der Ger. Gemeente. Aanvang 7.30 uur. (1291, 1057, 1511, 1117)
article1-headline-line2: voor de kansel (211, 268, 397, 305)
schrammetje-paragraph: „Vier jaar? Wat benijdenswaard! Als hij het beleven mag heeft hij nog 35 miljoen minuten in uitzicht.” (544, 1185, 761, 1221)
article1-col2-paras (319, 328, 527, 445)
schrammetje-paragraph: Inderdaad worden er door vele automobilisten vele minuten geriskeerd om er enkele in te halen. Werd dit meer overwogen, het zou de verkeersongevallen ten goede komen. Sommigen maken er een soort sport van om over de wegen te razen, zonder dat daarvoor aanleiding bestaat, want op de plaats van bestemming verpraten ze rustig tien keer zoveel minuten dan ze op de weg hebben ingehaald! (773, 188, 1024, 293)
plaatselijk-tail-item: Beroepen te Borssele en Rijssen C. v. Dam te Rotterdam, St. Annaland J. Hofman te Zeist; Rotterdam-Zuidwijk L. Rijksen te Rotterdam-W. (1291, 1437, 1511, 1485)
poem-line: 't Doet er niets aan af of toe hoor (337, 1085, 500, 1097)
stoom-paras (93, 1573, 307, 1678)
poem-line: 't Lijkt zo wel of men in de Hoofdstad, (337, 1432, 524, 1444)
plaatselijk-section-head: NIEUWE TONGE (1358, 1044, 1444, 1056)
petroleum-headline: Petroleum ½ ct. duurder (784, 1165, 1013, 1188)
poem-line: Enig is ons Vaderland. (337, 1279, 446, 1291)
adjacent-page-line: zalig (1521, 1196, 1544, 1208)
poem-author: RIJMEN VAN TIJMEN (423, 1012, 529, 1024)
adjacent-page-line: Bij de (1521, 704, 1549, 716)
newspaper-page (17, 102, 1511, 2178)
adjacent-page-line: den (1521, 1393, 1540, 1405)
article1-subhead-wieg: Al in de wieg . . . (444, 446, 527, 458)
schrammetje-paragraph: „De bochten en borden!” (556, 938, 679, 950)
school-headline-line2: vermoorde Italiaanse vliegers (1143, 218, 1404, 241)
adjacent-page-line: Ik ge (1521, 1229, 1545, 1241)
schrammetje-paragraph: „Dertig,” zei buurman. (556, 1056, 668, 1068)
adjacent-page-line: paalde (1521, 1049, 1555, 1061)
plaatselijk-section-head: SOMMELSDIJK (1362, 760, 1440, 772)
nhm-ad-emblem-panel (573, 1515, 737, 1618)
plaatselijk-tail-head: GEREF. GEMEENTEN (1346, 1424, 1456, 1436)
petroleum-paragraph: De prijzen voor verlichting- en verwarming wordt een halve cent per liter duurder; de tractorpetroleum 30 cent per 100 liter. De prijzen voor autogasolie uit pompen, gasolie voor andere doeleinden, huisbrandolie voor centrale verwarming en dunne stookolie gaan met 40 ct per 100 liter omhoog. (773, 1246, 1024, 1328)
feuilleton-col3: 'k Zou de jongen, Karel heet-ie, zei-je, eerst nog wel zelf eens willen zien en spreken, eer ik besliste. Of heb je daar iets op tegen?” kwam er lomen weer schamp achteraan. „Neen, oom, helemaal niet. Ik heb dat zelf ook liever zo. Dan kunt u zelf zien.” „Juist, goed. Nou stuur je Karel van de week maar eens hé? En als ik er wat in zie, belooft ik je, je te helpen. Om jou Lena, om jou. En om de jongen dan, hopen.” „Dank u wel, oom,” zei ze hartelijk, innig dankbaar voor het welwillend antwoord op haar vraag. Ze stond al op, bang onbescheiden te zijn met nog langer te blijven, nu het doel van haar bezoek bereikt was. „Wat ga je doen? Vertrekken? Welnen, je blijft hier eten. En, kun je vandaag weer thuiskomen?” „Vandaag niet meer, oom; morgen met de eerste trein.” „En waar wou je dan vannacht blijven? Kun-je denken, je bent vandaag mijn gast en mijn huis is groot genoeg om je vannacht logies te bieden”. „Nee, oom, dat is, waarlijk....” „Kom, kom, 't is al afgesproken. Je hebt immers geen familie of kennissen hier waar je wou heen? Mina!” zijn hoofd door de deur stekend; „kom eens even!” Een ogenblik later trad de gedienstige binnen. „Ij helpt mijn nicht wel even naar (551, 1690, 771, 2030)
poem-line: Blijkbaar niet zo spoedig moe. (337, 1397, 485, 1409)
adjacent-page-line: Prima (1521, 622, 1550, 634)
plaatselijk-tail (1291, 1397, 1511, 1673)
poem-stanza-2 (337, 1268, 527, 1456)
adjacent-page-line: verzorg (1521, 770, 1559, 782)
